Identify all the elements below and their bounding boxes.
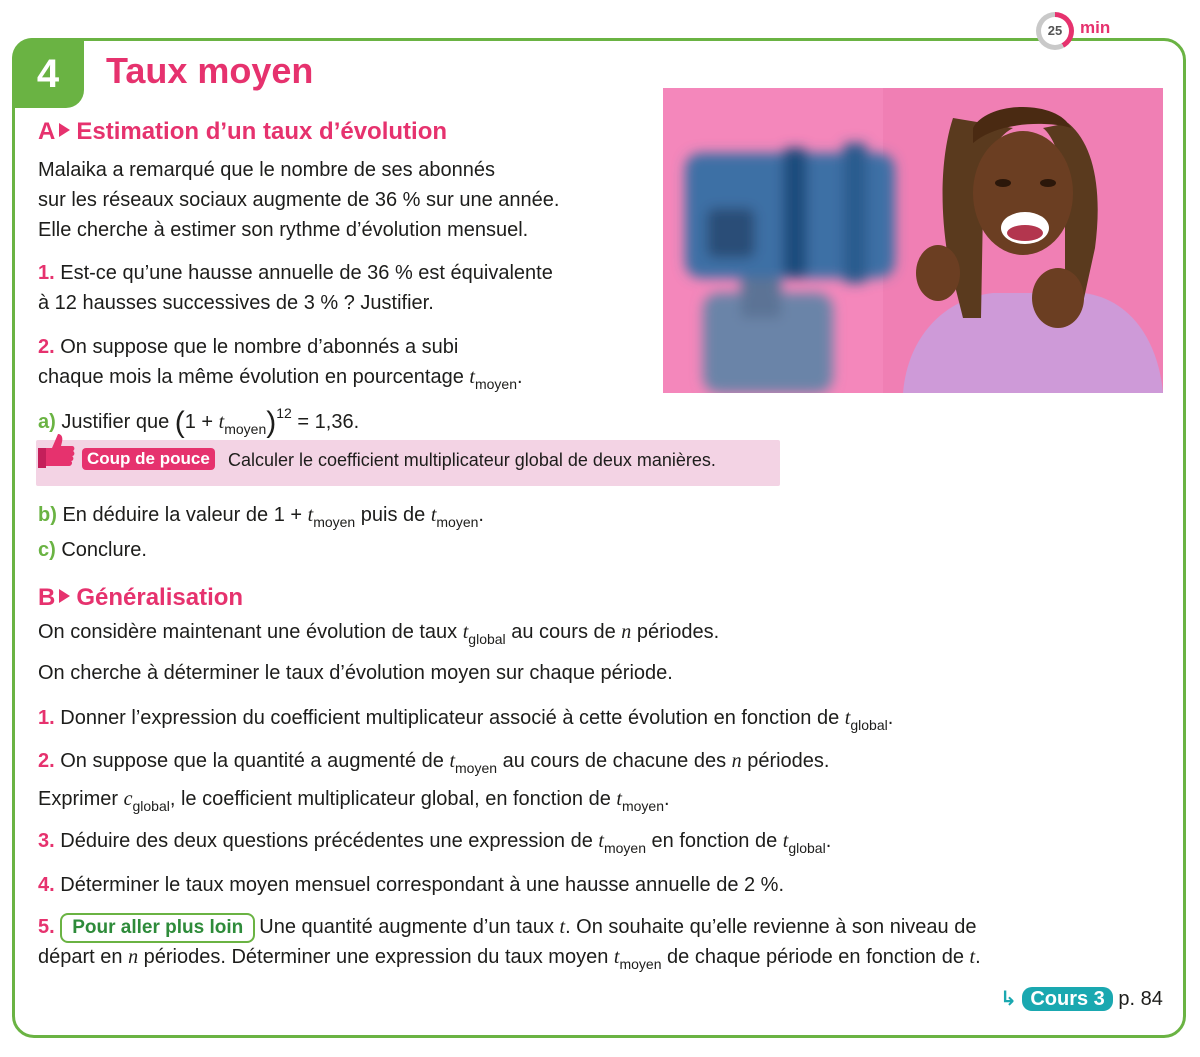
sub-question-label: c) [38,539,56,561]
question-b2-line-1 [38,746,829,783]
var-t: t [844,707,851,729]
dot: . [975,946,981,968]
question-text: périodes. [741,750,830,772]
triangle-icon [59,589,70,603]
question-text: en fonction de [645,830,783,852]
question-text: Donner l’expression du coefficient multiplicateur associé à cette évolution en fonction de [60,707,845,729]
exercise-title: Taux moyen [106,50,314,91]
dot: . [516,366,523,388]
sub-moyen: moyen [313,514,356,530]
sub-global: global [850,717,888,733]
question-text: Justifier que [61,411,175,433]
paren-close: ) [266,406,277,439]
question-number: 5. [38,916,55,938]
var-t: t [613,946,620,968]
text: périodes. [631,621,720,643]
var-n: n [128,946,139,968]
sub-global: global [468,631,506,647]
var-t: t [616,788,622,810]
text: On considère maintenant une évolution de taux [38,621,463,643]
sub-moyen: moyen [455,760,498,776]
intro-line-2: sur les réseaux sociaux augmente de 36 % sur une année. [38,189,560,211]
var-t: t [430,504,437,526]
question-b2-line-2 [38,784,670,821]
question-a1-line-2: à 12 hausses successives de 3 % ? Justifier. [38,292,434,314]
question-number: 3. [38,830,55,852]
question-a1-line-1 [38,258,553,288]
cours-reference[interactable] [1000,985,1163,1013]
section-a-title: Estimation d’un taux d’évolution [76,118,448,145]
timer-value: 25 [1041,17,1069,45]
question-text: En déduire la valeur de 1 + [62,504,308,526]
question-b1 [38,703,893,740]
section-b-letter: B [38,584,56,611]
question-text: , le coefficient multiplicateur global, en fonction de [169,788,617,810]
thumbs-up-icon [36,430,76,470]
question-number: 2. [38,750,55,772]
question-b5-line-1 [38,912,976,943]
sub-moyen: moyen [621,798,664,814]
question-text: Une quantité augmente d’un taux [259,916,560,938]
sub-moyen: moyen [619,956,662,972]
hint-tag: Coup de pouce [82,448,215,470]
question-a2-line-2 [38,362,523,399]
question-text: Est-ce qu’une hausse annuelle de 36 % est équivalente [60,262,553,284]
var-t: t [469,366,475,388]
var-t: t [969,946,976,968]
dot: . [478,504,484,526]
question-text: périodes. Déterminer une expression du taux moyen [138,946,614,968]
question-text: départ en [38,946,129,968]
question-text: On suppose que le nombre d’abonnés a subi [60,336,459,358]
triangle-icon [59,123,70,137]
hint-text: Calculer le coefficient multiplicateur global de deux manières. [228,450,716,470]
exponent: 12 [276,405,292,421]
question-text: . On souhaite qu’elle revienne à son niveau de [565,916,977,938]
sub-moyen: moyen [474,376,517,392]
sub-global: global [788,840,826,856]
question-a2-line-1 [38,332,458,362]
section-b-heading [38,584,243,612]
var-c: c [123,788,133,810]
question-text: Exprimer [38,788,124,810]
sub-global: global [132,798,170,814]
question-b3 [38,826,831,863]
sub-moyen: moyen [224,421,267,437]
question-text: Déduire des deux questions précédentes une expression de [60,830,599,852]
one-plus: 1 + [184,411,219,433]
paren-open: ( [174,406,185,439]
var-t: t [307,504,314,526]
question-a2c [38,535,147,565]
timer-icon [1036,12,1074,50]
sub-question-label: b) [38,504,57,526]
var-t: t [462,621,469,643]
exercise-number: 4 [12,38,84,108]
var-n: n [731,750,742,772]
section-a-letter: A [38,118,56,145]
question-number: 2. [38,336,55,358]
sub-question-label: a) [38,411,56,433]
question-b4 [38,870,784,900]
question-text: de chaque période en fonction de [661,946,970,968]
sub-moyen: moyen [436,514,479,530]
var-t: t [218,411,225,433]
question-text: = 1,36. [291,411,360,433]
question-text: Conclure. [61,539,147,561]
b-line-1 [38,617,719,654]
question-b5-line-2 [38,942,981,979]
timer-unit: min [1080,18,1111,37]
section-b-title: Généralisation [76,584,244,611]
question-text: au cours de chacune des [497,750,732,772]
question-a2b [38,500,484,537]
question-a2a [38,398,359,444]
question-text: Déterminer le taux moyen mensuel correspondant à une hausse annuelle de 2 %. [60,874,785,896]
question-number: 1. [38,262,55,284]
sub-moyen: moyen [603,840,646,856]
pour-aller-plus-loin-badge: Pour aller plus loin [60,913,255,943]
var-t: t [559,916,566,938]
arrow-icon: ↳ [1000,988,1017,1010]
dot: . [825,830,832,852]
intro-line-3: Elle cherche à estimer son rythme d’évolution mensuel. [38,219,529,241]
intro-line-1: Malaika a remarqué que le nombre de ses abonnés [38,159,495,181]
cours-page: p. 84 [1118,988,1163,1010]
dot: . [664,788,670,810]
dot: . [887,707,894,729]
question-text: chaque mois la même évolution en pourcentage [38,366,470,388]
var-n: n [621,621,632,643]
b-line-2: On cherche à déterminer le taux d’évolution moyen sur chaque période. [38,662,673,684]
var-t: t [598,830,604,852]
question-text: On suppose que la quantité a augmenté de [60,750,450,772]
var-t: t [782,830,789,852]
text: au cours de [505,621,622,643]
cours-badge[interactable]: Cours 3 [1022,987,1112,1011]
question-number: 4. [38,874,55,896]
var-t: t [449,750,455,772]
photo-woman-filming [663,88,1163,393]
question-text: puis de [355,504,431,526]
section-a-heading [38,118,447,146]
question-number: 1. [38,707,55,729]
